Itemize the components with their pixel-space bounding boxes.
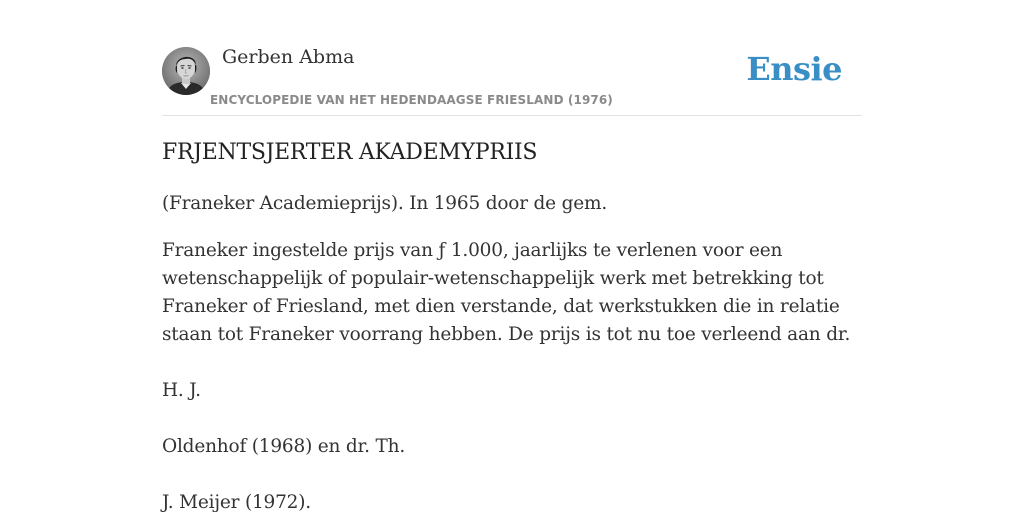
article-paragraph: H. J.	[162, 380, 201, 401]
author-portrait-icon	[162, 47, 210, 95]
article-paragraph: Franeker ingestelde prijs van ƒ 1.000, jaarlijks te verlenen voor een wetenschappelijk of populair-wetenschappelijk werk met betrekking tot Franeker of Friesland, met dien verstande, dat werkstukken die in relatie staan tot Franeker voorrang hebben. De prijs is tot nu toe verleend aan dr.	[162, 240, 851, 345]
author-name[interactable]: Gerben Abma	[222, 46, 355, 68]
article-header	[162, 0, 862, 116]
article-paragraph: (Franeker Academieprijs). In 1965 door de gem.	[162, 193, 608, 214]
article-paragraph: Oldenhof (1968) en dr. Th.	[162, 436, 406, 457]
ensie-logo[interactable]: Ensie	[746, 50, 842, 88]
source-label[interactable]: ENCYCLOPEDIE VAN HET HEDENDAAGSE FRIESLAND (1976)	[210, 93, 613, 107]
article-page	[162, 0, 862, 512]
author-avatar[interactable]	[162, 47, 210, 95]
article-paragraph: J. Meijer (1972).	[162, 492, 311, 512]
article-title: FRJENTSJERTER AKADEMYPRIIS	[162, 140, 538, 165]
article-body	[162, 190, 862, 512]
